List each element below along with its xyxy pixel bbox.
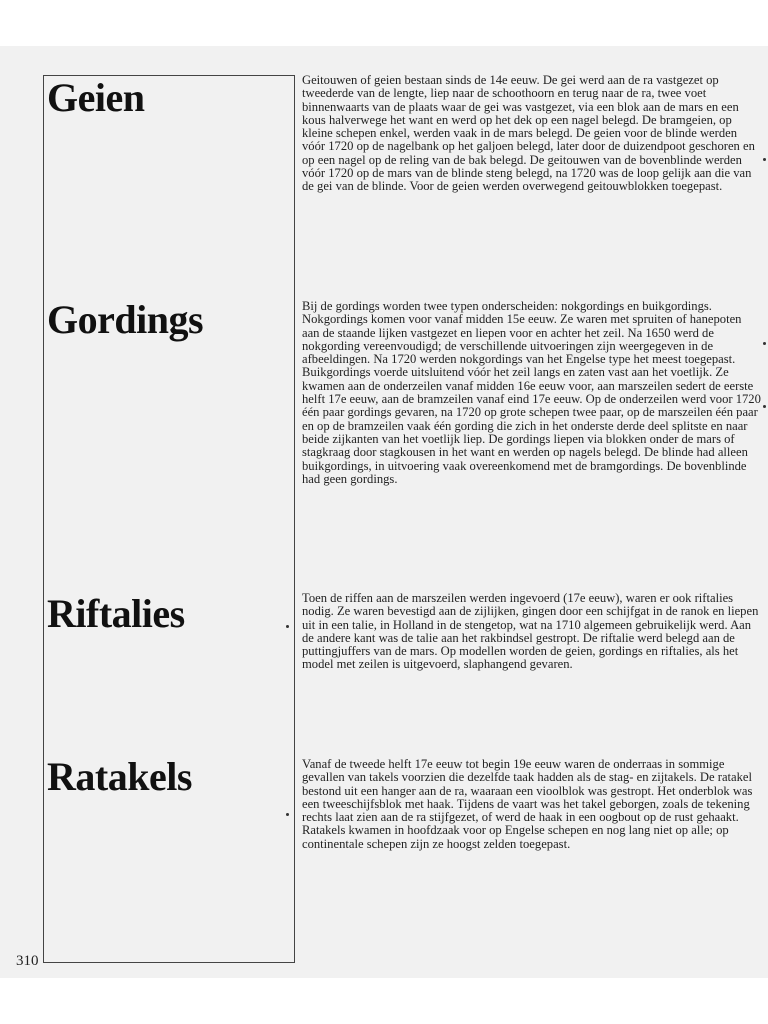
margin-mark: [763, 405, 766, 408]
page-number: 310: [16, 953, 39, 969]
paragraph-geien: Geitouwen of geien bestaan sinds de 14e eeuw. De gei werd aan de ra vastgezet op tweederde van de lengte, liep naar de schoothoorn en terug naar de ra, twee voet binnenwaarts van de plaats waar de gei was vastgezet, via een blok aan de mars en een kous halverwege het want en werd op het dek op een nagel belegd. De bramgeien, op kleine schepen enkel, werden vaak in de mars belegd. De geien voor de blinde werden vóór 1720 op de nagelbank op het galjoen belegd, later door de duizendpoot geschoren en op een nagel op de reling van de bak belegd. De geitouwen van de bovenblinde werden vóór 1720 op de mars van de blinde steng belegd, na 1720 was de loop gelijk aan die van de gei van de blinde. Voor de geien werden overwegend geitouwblokken toegepast.: [302, 73, 755, 194]
heading-gordings: Gordings: [47, 297, 204, 342]
margin-mark: [763, 342, 766, 345]
paragraph-ratakels: Vanaf de tweede helft 17e eeuw tot begin 19e eeuw waren de onderraas in sommige gevallen van takels voorzien die dezelfde taak hadden als de stag- en zijtakels. De ratakel bestond uit een hanger aan de ra, waaraan een vioolblok was gestropt. Het onderblok was een tweeschijfsblok met haak. Tijdens de vaart was het takel geborgen, zoals de tekening rechts laat zien aan de ra stijfgezet, of werd de haak in een oogbout op de rust gehaakt. Ratakels kwamen in hoofdzaak voor op Engelse schepen en nog lang niet op alle; op continentale schepen zijn ze hoogst zelden toegepast.: [302, 757, 753, 851]
margin-mark: [286, 625, 289, 628]
heading-geien: Geien: [47, 75, 145, 120]
margin-mark: [763, 158, 766, 161]
margin-mark: [286, 813, 289, 816]
heading-ratakels: Ratakels: [47, 754, 192, 799]
paragraph-gordings: Bij de gordings worden twee typen onderscheiden: nokgordings en buikgordings. Nokgordings komen voor vanaf midden 15e eeuw. Ze waren met spruiten of hanepoten aan de staande lijken vastgezet en liepen voor en achter het zeil. Na 1650 werd de nokgording vereenvoudigd; de verschillende uitvoeringen zijn weergegeven in de afbeeldingen. Na 1720 werden nokgordings van het Engelse type het meest toegepast. Buikgordings voerde uitsluitend vóór het zeil langs en zaten vast aan het voetlijk. Ze kwamen aan de onderzeilen vanaf midden 16e eeuw voor, aan marszeilen sedert de eerste helft 17e eeuw, aan de bramzeilen vanaf eind 17e eeuw. Op de onderzeilen werd voor 1720 één paar gordings gevaren, na 1720 op grote schepen twee paar, op de marszeilen één paar en op de bramzeilen vaak één gording die zich in het onderste derde deel splitste en naar beide zijkanten van het voetlijk liep. De gordings liepen via blokken onder de mars of stagkraag door stagkousen in het want en werden op nagels belegd. De blinde had alleen buikgordings, in uitvoering vaak overeenkomend met de bramgordings. De bovenblinde had geen gordings.: [302, 299, 761, 486]
heading-riftalies: Riftalies: [47, 591, 185, 636]
heading-column-frame: [43, 75, 295, 963]
paragraph-riftalies: Toen de riffen aan de marszeilen werden ingevoerd (17e eeuw), waren er ook riftalies nodig. Ze waren bevestigd aan de zijlijken, gingen door een schijfgat in de ranok en liepen uit in een talie, in Holland in de stengetop, wat na 1710 algemeen gebruikelijk werd. Aan de andere kant was de talie aan het rakbindsel gestropt. De riftalie werd belegd aan de puttingjuffers van de mars. Op modellen worden de geien, gordings en riftalies, als het model met zeilen is uitgevoerd, slaphangend gevaren.: [302, 591, 759, 672]
